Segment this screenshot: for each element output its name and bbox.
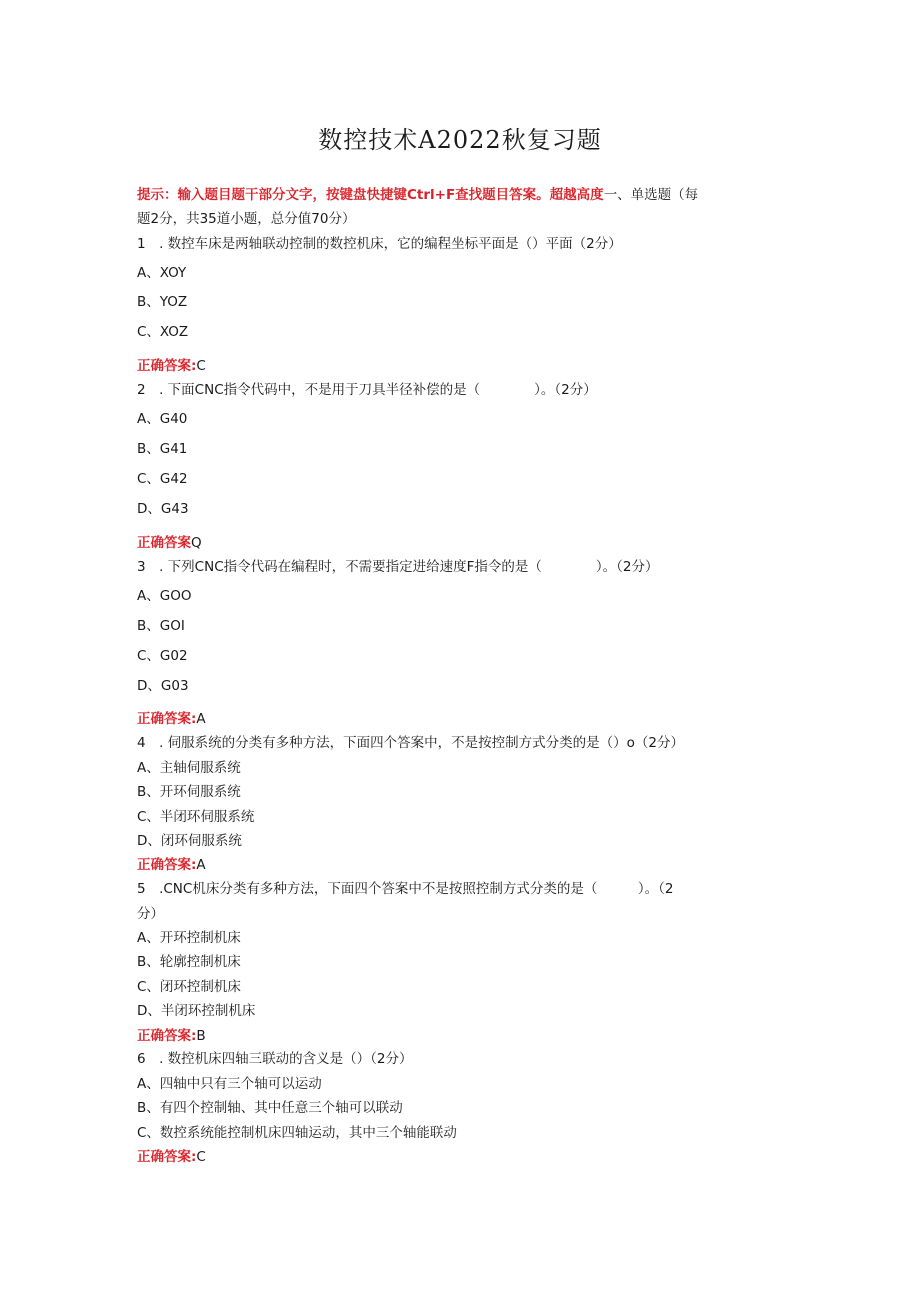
q6-option-c: C、数控系统能控制机床四轴运动，其中三个轴能联动	[137, 1125, 457, 1141]
answer-value: C	[196, 1149, 206, 1165]
question-6-stem: 6 . 数控机床四轴三联动的含义是（）（2分）	[137, 1051, 413, 1067]
q1-answer	[137, 357, 206, 375]
q5-option-d: D、半闭环控制机床	[137, 1003, 256, 1019]
q6-answer	[137, 1148, 206, 1166]
question-1-stem: 1 . 数控车床是两轴联动控制的数控机床，它的编程坐标平面是（）平面（2分）	[137, 236, 622, 252]
q2-option-c: C、G42	[137, 471, 188, 487]
section-header: 一、单选题（每	[603, 187, 699, 203]
q2-option-b: B、G41	[137, 441, 188, 457]
question-4-stem: 4 . 伺服系统的分类有多种方法，下面四个答案中，不是按控制方式分类的是（）o（2分）	[137, 735, 685, 751]
answer-value: Q	[191, 535, 202, 551]
q3-option-c: C、G02	[137, 648, 188, 664]
answer-label: 正确答案:	[137, 358, 197, 374]
q1-option-c: C、XOZ	[137, 324, 189, 340]
q1-option-b: B、YOZ	[137, 294, 188, 310]
answer-label: 正确答案:	[137, 1028, 197, 1044]
q4-option-c: C、半闭环伺服系统	[137, 809, 255, 825]
q5-option-c: C、闭环控制机床	[137, 979, 241, 995]
q2-option-a: A、G40	[137, 411, 188, 427]
q1-option-a: A、XOY	[137, 265, 187, 281]
q3-answer	[137, 710, 206, 728]
q5-option-a: A、开环控制机床	[137, 930, 241, 946]
q3-option-d: D、G03	[137, 678, 189, 694]
answer-label: 正确答案:	[137, 711, 197, 727]
answer-label: 正确答案	[137, 535, 191, 551]
q4-answer	[137, 856, 206, 874]
tip-text: 提示：输入题目题干部分文字，按键盘快捷键Ctrl+F查找题目答案。超越高度	[137, 187, 604, 203]
answer-value: C	[196, 358, 206, 374]
q5-option-b: B、轮廓控制机床	[137, 954, 241, 970]
q5-answer	[137, 1027, 206, 1045]
question-5-stem: 5 .CNC机床分类有多种方法，下面四个答案中不是按照控制方式分类的是（ ）。（2	[137, 881, 674, 897]
q4-option-a: A、主轴伺服系统	[137, 760, 241, 776]
question-3-stem: 3 . 下列CNC指令代码在编程时，不需要指定进给速度F指令的是（ ）。（2分）	[137, 559, 659, 575]
answer-label: 正确答案:	[137, 857, 197, 873]
answer-value: A	[196, 857, 206, 873]
q4-option-b: B、开环伺服系统	[137, 784, 241, 800]
q4-option-d: D、闭环伺服系统	[137, 833, 242, 849]
tip-line	[137, 186, 698, 204]
q3-option-b: B、GOI	[137, 618, 185, 634]
answer-label: 正确答案:	[137, 1149, 197, 1165]
question-2-stem: 2 . 下面CNC指令代码中，不是用于刀具半径补偿的是（ ）。（2分）	[137, 382, 597, 398]
q6-option-a: A、四轴中只有三个轴可以运动	[137, 1076, 322, 1092]
q2-answer	[137, 534, 202, 552]
q2-option-d: D、G43	[137, 501, 189, 517]
q6-option-b: B、有四个控制轴、其中任意三个轴可以联动	[137, 1100, 403, 1116]
answer-value: A	[196, 711, 206, 727]
answer-value: B	[196, 1028, 206, 1044]
question-5-stem-cont: 分）	[137, 906, 164, 922]
page-title: 数控技术A2022秋复习题	[318, 126, 602, 154]
q3-option-a: A、GOO	[137, 588, 192, 604]
section-header-cont: 题2分，共35道小题，总分值70分）	[137, 211, 356, 227]
